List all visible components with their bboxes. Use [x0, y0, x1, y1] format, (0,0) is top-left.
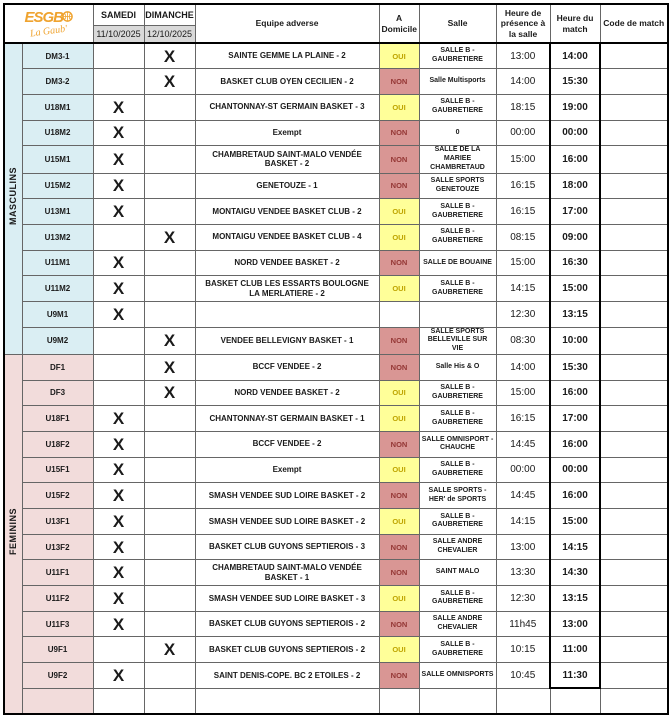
table-row — [4, 301, 668, 327]
match-time-cell: 15:00 — [550, 509, 600, 535]
header-samedi: SAMEDI — [93, 4, 144, 25]
home-away-cell: OUI — [379, 199, 419, 225]
match-code-cell — [600, 69, 668, 95]
home-away-cell: NON — [379, 611, 419, 637]
opponent-cell: BCCF VENDEE - 2 — [195, 431, 379, 457]
home-away-cell: NON — [379, 354, 419, 380]
presence-time-cell: 08:15 — [496, 224, 550, 250]
table-row — [4, 586, 668, 612]
match-code-cell — [600, 120, 668, 146]
header-salle: Salle — [419, 4, 496, 43]
presence-time-cell — [496, 688, 550, 714]
dimanche-mark-cell — [144, 509, 195, 535]
samedi-mark-cell — [93, 224, 144, 250]
venue-cell: SALLE ANDRE CHEVALIER — [419, 534, 496, 560]
presence-time-cell: 12:30 — [496, 586, 550, 612]
team-code-cell: U9M2 — [22, 327, 93, 354]
venue-cell — [419, 688, 496, 714]
table-row — [4, 276, 668, 302]
venue-cell: SALLE B - GAUBRETIERE — [419, 224, 496, 250]
match-code-cell — [600, 173, 668, 199]
venue-cell: SALLE B - GAUBRETIERE — [419, 509, 496, 535]
table-row — [4, 560, 668, 586]
header-equipe-adverse: Equipe adverse — [195, 4, 379, 43]
samedi-mark-cell: X — [93, 250, 144, 276]
table-row — [4, 509, 668, 535]
team-code-cell: U11F2 — [22, 586, 93, 612]
samedi-mark-cell: X — [93, 483, 144, 509]
group-cell-feminins — [4, 354, 22, 714]
table-row — [4, 146, 668, 173]
dimanche-mark-cell — [144, 483, 195, 509]
presence-time-cell: 15:00 — [496, 146, 550, 173]
home-away-cell: OUI — [379, 457, 419, 483]
samedi-mark-cell: X — [93, 663, 144, 689]
match-code-cell — [600, 560, 668, 586]
table-row — [4, 688, 668, 714]
match-code-cell — [600, 406, 668, 432]
header-dimanche: DIMANCHE — [144, 4, 195, 25]
home-away-cell: NON — [379, 250, 419, 276]
venue-cell: SALLE B - GAUBRETIERE — [419, 406, 496, 432]
logo-script-text: La Gaub' — [29, 23, 68, 40]
opponent-cell: GENETOUZE - 1 — [195, 173, 379, 199]
match-time-cell: 00:00 — [550, 120, 600, 146]
match-time-cell: 14:00 — [550, 43, 600, 69]
dimanche-mark-cell — [144, 120, 195, 146]
match-code-cell — [600, 509, 668, 535]
home-away-cell — [379, 688, 419, 714]
match-time-cell: 16:30 — [550, 250, 600, 276]
team-code-cell: U15F2 — [22, 483, 93, 509]
match-code-cell — [600, 276, 668, 302]
home-away-cell: OUI — [379, 43, 419, 69]
samedi-mark-cell — [93, 688, 144, 714]
venue-cell: SALLE ANDRE CHEVALIER — [419, 611, 496, 637]
presence-time-cell: 15:00 — [496, 250, 550, 276]
opponent-cell: Exempt — [195, 457, 379, 483]
presence-time-cell: 16:15 — [496, 173, 550, 199]
match-code-cell — [600, 483, 668, 509]
presence-time-cell: 15:00 — [496, 380, 550, 406]
opponent-cell: Exempt — [195, 120, 379, 146]
presence-time-cell: 11h45 — [496, 611, 550, 637]
table-row — [4, 457, 668, 483]
opponent-cell: CHANTONNAY-ST GERMAIN BASKET - 1 — [195, 406, 379, 432]
table-row — [4, 406, 668, 432]
venue-cell: SALLE SPORTS GENETOUZE — [419, 173, 496, 199]
samedi-mark-cell: X — [93, 146, 144, 173]
match-time-cell: 13:15 — [550, 586, 600, 612]
samedi-mark-cell — [93, 327, 144, 354]
venue-cell: SALLE OMNISPORTS — [419, 663, 496, 689]
table-row — [4, 431, 668, 457]
samedi-mark-cell: X — [93, 457, 144, 483]
venue-cell: SALLE SPORTS BELLEVILLE SUR VIE — [419, 327, 496, 354]
samedi-mark-cell: X — [93, 301, 144, 327]
opponent-cell: SAINTE GEMME LA PLAINE - 2 — [195, 43, 379, 69]
home-away-cell: OUI — [379, 380, 419, 406]
presence-time-cell: 12:30 — [496, 301, 550, 327]
samedi-mark-cell: X — [93, 509, 144, 535]
presence-time-cell: 14:15 — [496, 509, 550, 535]
team-code-cell: U13M2 — [22, 224, 93, 250]
dimanche-mark-cell — [144, 146, 195, 173]
match-time-cell: 16:00 — [550, 380, 600, 406]
presence-time-cell: 13:00 — [496, 534, 550, 560]
dimanche-mark-cell: X — [144, 327, 195, 354]
home-away-cell: OUI — [379, 586, 419, 612]
match-code-cell — [600, 250, 668, 276]
team-code-cell: U11F3 — [22, 611, 93, 637]
team-code-cell: U13F2 — [22, 534, 93, 560]
samedi-mark-cell: X — [93, 431, 144, 457]
venue-cell: SALLE B - GAUBRETIERE — [419, 380, 496, 406]
opponent-cell: CHANTONNAY-ST GERMAIN BASKET - 3 — [195, 94, 379, 120]
match-time-cell: 19:00 — [550, 94, 600, 120]
dimanche-mark-cell — [144, 560, 195, 586]
dimanche-mark-cell — [144, 406, 195, 432]
match-code-cell — [600, 301, 668, 327]
home-away-cell: OUI — [379, 406, 419, 432]
table-row — [4, 94, 668, 120]
opponent-cell: CHAMBRETAUD SAINT-MALO VENDÉE BASKET - 2 — [195, 146, 379, 173]
match-code-cell — [600, 688, 668, 714]
team-code-cell: U15F1 — [22, 457, 93, 483]
group-cell-masculins — [4, 43, 22, 354]
dimanche-mark-cell — [144, 250, 195, 276]
group-label: FEMININS — [8, 507, 19, 555]
table-row — [4, 224, 668, 250]
header-dimanche-date: 12/10/2025 — [144, 25, 195, 43]
presence-time-cell: 00:00 — [496, 457, 550, 483]
club-logo-cell — [4, 4, 93, 43]
team-code-cell: DM3-1 — [22, 43, 93, 69]
dimanche-mark-cell — [144, 457, 195, 483]
match-code-cell — [600, 586, 668, 612]
match-code-cell — [600, 380, 668, 406]
presence-time-cell: 13:00 — [496, 43, 550, 69]
samedi-mark-cell: X — [93, 406, 144, 432]
table-row — [4, 483, 668, 509]
team-code-cell: U9F1 — [22, 637, 93, 663]
team-code-cell: U15M2 — [22, 173, 93, 199]
presence-time-cell: 18:15 — [496, 94, 550, 120]
table-row — [4, 380, 668, 406]
match-time-cell: 17:00 — [550, 406, 600, 432]
table-row — [4, 663, 668, 689]
venue-cell: SALLE B - GAUBRETIERE — [419, 199, 496, 225]
home-away-cell: NON — [379, 534, 419, 560]
venue-cell: SALLE DE LA MARIEE CHAMBRETAUD — [419, 146, 496, 173]
dimanche-mark-cell — [144, 276, 195, 302]
samedi-mark-cell — [93, 354, 144, 380]
opponent-cell: SAINT DENIS-COPE. BC 2 ETOILES - 2 — [195, 663, 379, 689]
match-time-cell: 10:00 — [550, 327, 600, 354]
opponent-cell: NORD VENDEE BASKET - 2 — [195, 380, 379, 406]
match-time-cell: 15:00 — [550, 276, 600, 302]
presence-time-cell: 10:45 — [496, 663, 550, 689]
team-code-cell: U18M2 — [22, 120, 93, 146]
venue-cell — [419, 301, 496, 327]
table-row — [4, 354, 668, 380]
team-code-cell: U11F1 — [22, 560, 93, 586]
samedi-mark-cell: X — [93, 560, 144, 586]
group-label: MASCULINS — [8, 167, 19, 226]
opponent-cell: MONTAIGU VENDEE BASKET CLUB - 4 — [195, 224, 379, 250]
match-code-cell — [600, 534, 668, 560]
logo-text: ESGB — [24, 9, 64, 26]
opponent-cell: BASKET CLUB GUYONS SEPTIEROIS - 2 — [195, 637, 379, 663]
venue-cell: SALLE B - GAUBRETIERE — [419, 43, 496, 69]
presence-time-cell: 14:00 — [496, 69, 550, 95]
opponent-cell — [195, 301, 379, 327]
presence-time-cell: 14:00 — [496, 354, 550, 380]
dimanche-mark-cell — [144, 534, 195, 560]
table-row — [4, 250, 668, 276]
opponent-cell: BASKET CLUB GUYONS SEPTIEROIS - 2 — [195, 611, 379, 637]
header-a-domicile: A Domicile — [379, 4, 419, 43]
opponent-cell: MONTAIGU VENDEE BASKET CLUB - 2 — [195, 199, 379, 225]
venue-cell: SALLE B - GAUBRETIERE — [419, 457, 496, 483]
home-away-cell: NON — [379, 327, 419, 354]
team-code-cell: U11M2 — [22, 276, 93, 302]
dimanche-mark-cell — [144, 173, 195, 199]
samedi-mark-cell: X — [93, 120, 144, 146]
match-code-cell — [600, 199, 668, 225]
team-code-cell: U9M1 — [22, 301, 93, 327]
match-time-cell: 13:00 — [550, 611, 600, 637]
samedi-mark-cell — [93, 380, 144, 406]
match-code-cell — [600, 224, 668, 250]
table-row — [4, 534, 668, 560]
opponent-cell — [195, 688, 379, 714]
samedi-mark-cell — [93, 43, 144, 69]
match-time-cell: 09:00 — [550, 224, 600, 250]
dimanche-mark-cell — [144, 611, 195, 637]
table-row — [4, 327, 668, 354]
table-row — [4, 120, 668, 146]
venue-cell: SALLE B - GAUBRETIERE — [419, 94, 496, 120]
dimanche-mark-cell — [144, 663, 195, 689]
samedi-mark-cell: X — [93, 199, 144, 225]
presence-time-cell: 14:45 — [496, 431, 550, 457]
venue-cell: Salle His & O — [419, 354, 496, 380]
team-code-cell: U15M1 — [22, 146, 93, 173]
dimanche-mark-cell: X — [144, 224, 195, 250]
match-time-cell: 00:00 — [550, 457, 600, 483]
match-time-cell — [550, 688, 600, 714]
dimanche-mark-cell: X — [144, 69, 195, 95]
opponent-cell: BASKET CLUB LES ESSARTS BOULOGNE LA MERLATIERE - 2 — [195, 276, 379, 302]
match-time-cell: 13:15 — [550, 301, 600, 327]
venue-cell: SALLE SPORTS - HER' de SPORTS — [419, 483, 496, 509]
opponent-cell: VENDEE BELLEVIGNY BASKET - 1 — [195, 327, 379, 354]
samedi-mark-cell: X — [93, 534, 144, 560]
home-away-cell: NON — [379, 431, 419, 457]
venue-cell: SALLE B - GAUBRETIERE — [419, 276, 496, 302]
home-away-cell: NON — [379, 483, 419, 509]
venue-cell: 0 — [419, 120, 496, 146]
venue-cell: SALLE DE BOUAINE — [419, 250, 496, 276]
samedi-mark-cell: X — [93, 611, 144, 637]
team-code-cell — [22, 688, 93, 714]
match-time-cell: 16:00 — [550, 431, 600, 457]
presence-time-cell: 10:15 — [496, 637, 550, 663]
match-time-cell: 14:30 — [550, 560, 600, 586]
dimanche-mark-cell: X — [144, 354, 195, 380]
dimanche-mark-cell — [144, 199, 195, 225]
home-away-cell: NON — [379, 663, 419, 689]
match-schedule-table — [3, 3, 669, 715]
header-heure-match: Heure du match — [550, 4, 600, 43]
match-time-cell: 16:00 — [550, 483, 600, 509]
home-away-cell — [379, 301, 419, 327]
presence-time-cell: 08:30 — [496, 327, 550, 354]
dimanche-mark-cell — [144, 94, 195, 120]
table-row — [4, 69, 668, 95]
home-away-cell: NON — [379, 69, 419, 95]
home-away-cell: OUI — [379, 276, 419, 302]
match-code-cell — [600, 431, 668, 457]
match-time-cell: 11:30 — [550, 663, 600, 689]
samedi-mark-cell: X — [93, 586, 144, 612]
samedi-mark-cell: X — [93, 94, 144, 120]
table-row — [4, 637, 668, 663]
presence-time-cell: 16:15 — [496, 406, 550, 432]
opponent-cell: SMASH VENDEE SUD LOIRE BASKET - 2 — [195, 483, 379, 509]
match-time-cell: 16:00 — [550, 146, 600, 173]
match-time-cell: 15:30 — [550, 69, 600, 95]
presence-time-cell: 14:15 — [496, 276, 550, 302]
match-code-cell — [600, 663, 668, 689]
home-away-cell: NON — [379, 120, 419, 146]
presence-time-cell: 14:45 — [496, 483, 550, 509]
dimanche-mark-cell: X — [144, 43, 195, 69]
dimanche-mark-cell — [144, 688, 195, 714]
team-code-cell: U9F2 — [22, 663, 93, 689]
schedule-body — [4, 43, 668, 714]
presence-time-cell: 00:00 — [496, 120, 550, 146]
venue-cell: SALLE B - GAUBRETIERE — [419, 586, 496, 612]
match-time-cell: 18:00 — [550, 173, 600, 199]
samedi-mark-cell — [93, 69, 144, 95]
samedi-mark-cell — [93, 637, 144, 663]
header-heure-presence: Heure de présence à la salle — [496, 4, 550, 43]
venue-cell: Salle Multisports — [419, 69, 496, 95]
venue-cell: SALLE OMNISPORT - CHAUCHE — [419, 431, 496, 457]
match-code-cell — [600, 637, 668, 663]
dimanche-mark-cell — [144, 431, 195, 457]
team-code-cell: U18F2 — [22, 431, 93, 457]
match-time-cell: 15:30 — [550, 354, 600, 380]
team-code-cell: U18F1 — [22, 406, 93, 432]
home-away-cell: OUI — [379, 94, 419, 120]
home-away-cell: OUI — [379, 637, 419, 663]
opponent-cell: BASKET CLUB GUYONS SEPTIEROIS - 3 — [195, 534, 379, 560]
table-row — [4, 173, 668, 199]
presence-time-cell: 13:30 — [496, 560, 550, 586]
header-code-match: Code de match — [600, 4, 668, 43]
venue-cell: SALLE B - GAUBRETIERE — [419, 637, 496, 663]
samedi-mark-cell: X — [93, 173, 144, 199]
match-time-cell: 11:00 — [550, 637, 600, 663]
opponent-cell: SMASH VENDEE SUD LOIRE BASKET - 3 — [195, 586, 379, 612]
match-code-cell — [600, 43, 668, 69]
header-samedi-date: 11/10/2025 — [93, 25, 144, 43]
team-code-cell: U13F1 — [22, 509, 93, 535]
dimanche-mark-cell: X — [144, 637, 195, 663]
match-time-cell: 14:15 — [550, 534, 600, 560]
team-code-cell: DF3 — [22, 380, 93, 406]
table-row — [4, 611, 668, 637]
team-code-cell: U13M1 — [22, 199, 93, 225]
match-code-cell — [600, 94, 668, 120]
opponent-cell: NORD VENDEE BASKET - 2 — [195, 250, 379, 276]
team-code-cell: U18M1 — [22, 94, 93, 120]
match-code-cell — [600, 457, 668, 483]
match-code-cell — [600, 146, 668, 173]
opponent-cell: CHAMBRETAUD SAINT-MALO VENDÉE BASKET - 1 — [195, 560, 379, 586]
table-header — [4, 4, 668, 43]
table-row — [4, 43, 668, 69]
home-away-cell: NON — [379, 173, 419, 199]
team-code-cell: DM3-2 — [22, 69, 93, 95]
club-logo — [5, 9, 93, 40]
dimanche-mark-cell — [144, 586, 195, 612]
team-code-cell: U11M1 — [22, 250, 93, 276]
match-code-cell — [600, 327, 668, 354]
samedi-mark-cell: X — [93, 276, 144, 302]
presence-time-cell: 16:15 — [496, 199, 550, 225]
home-away-cell: OUI — [379, 509, 419, 535]
venue-cell: SAINT MALO — [419, 560, 496, 586]
table-row — [4, 199, 668, 225]
dimanche-mark-cell: X — [144, 380, 195, 406]
team-code-cell: DF1 — [22, 354, 93, 380]
home-away-cell: NON — [379, 560, 419, 586]
match-time-cell: 17:00 — [550, 199, 600, 225]
home-away-cell: NON — [379, 146, 419, 173]
opponent-cell: BCCF VENDEE - 2 — [195, 354, 379, 380]
dimanche-mark-cell — [144, 301, 195, 327]
opponent-cell: BASKET CLUB OYEN CECILIEN - 2 — [195, 69, 379, 95]
match-code-cell — [600, 611, 668, 637]
opponent-cell: SMASH VENDEE SUD LOIRE BASKET - 2 — [195, 509, 379, 535]
match-code-cell — [600, 354, 668, 380]
home-away-cell: OUI — [379, 224, 419, 250]
